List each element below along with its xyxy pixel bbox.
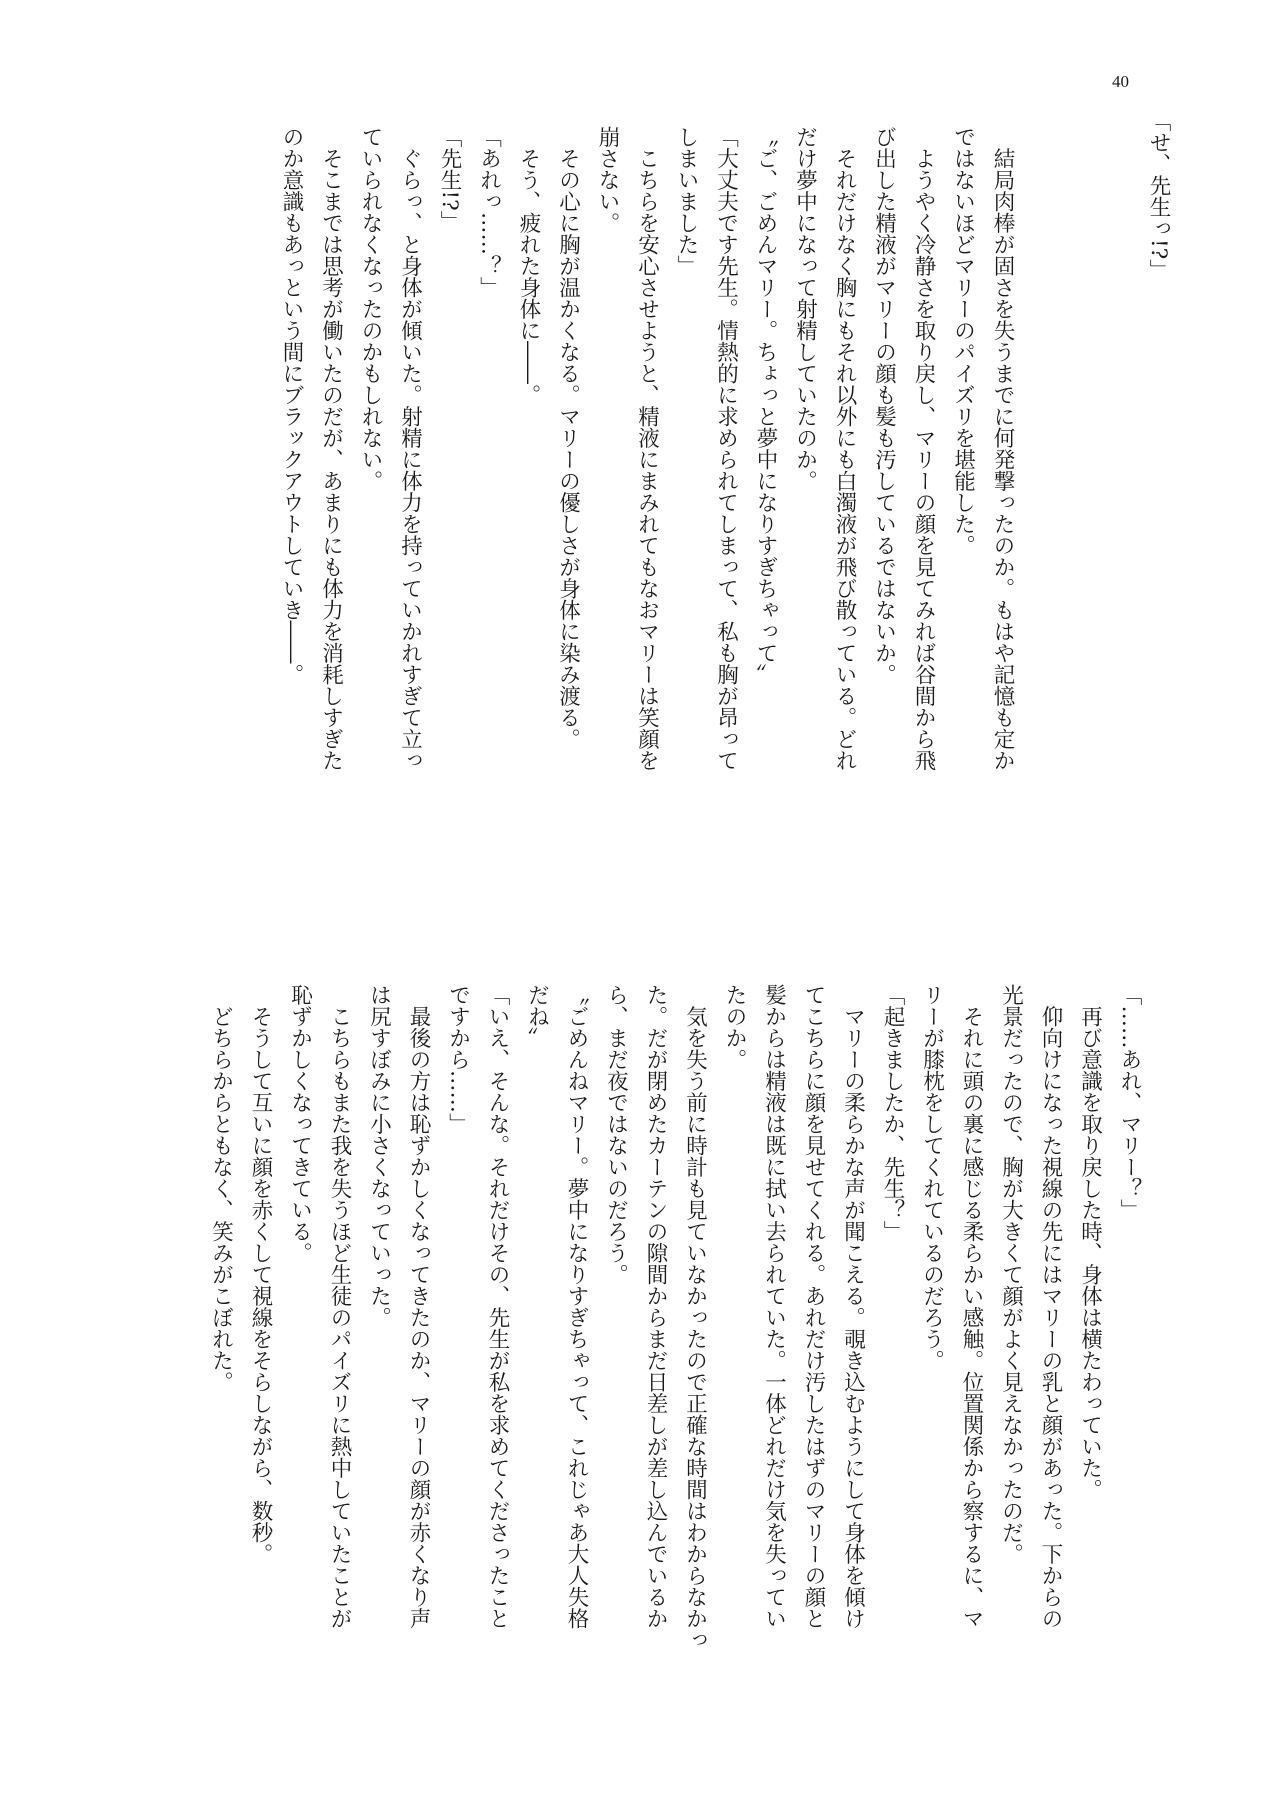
text-column: どちらからともなく、笑みがこぼれた。 <box>208 984 234 1393</box>
text-column: マリーの柔らかな声が聞こえる。覗き込むようにして身体を傾け <box>840 984 866 1629</box>
text-column: その心に胸が温かくなる。マリーの優しさが身体に染み渡る。 <box>555 126 581 750</box>
text-column: 「せ、先生っ!?」 <box>1146 110 1171 281</box>
text-column: ら、まだ夜ではないのだろう。 <box>603 984 629 1285</box>
page-number: 40 <box>1112 72 1129 91</box>
text-column: 〝ごめんねマリー。夢中になりすぎちゃって、これじゃあ大人失格 <box>564 984 589 1629</box>
text-column: リーが膝枕をしてくれているのだろう。 <box>919 984 945 1371</box>
text-column: 〝ご、ごめんマリー。ちょっと夢中になりすぎちゃって〟 <box>753 126 778 685</box>
text-column: 気を失う前に時計も見ていなかったので正確な時間はわからなかっ <box>682 984 708 1651</box>
text-column: 「大丈夫です先生。情熱的に求められてしまって、私も胸が昂って <box>713 126 739 771</box>
text-column: ぐらっ、と身体が傾いた。射精に体力を持っていかれすぎて立っ <box>397 126 423 771</box>
text-column: 仰向けになった視線の先にはマリーの乳と顔があった。下からの <box>1038 984 1063 1629</box>
text-column: 「いえ、そんな。それだけその、先生が私を求めてくださったこと <box>485 984 510 1629</box>
text-column: 最後の方は恥ずかしくなってきたのか、マリーの顔が赤くなり声 <box>406 984 431 1629</box>
text-column: のか意識もあっという間にブラックアウトしていき――。 <box>279 126 304 685</box>
text-column: それだけなく胸にもそれ以外にも白濁液が飛び散っている。どれ <box>832 126 857 771</box>
opening-dialogue <box>1139 110 1178 760</box>
text-column: しまいました」 <box>674 126 699 277</box>
lower-text-block <box>201 984 1149 1651</box>
text-column: た。だが閉めたカーテンの隙間からまだ日差しが差し込んでいるか <box>643 984 668 1629</box>
text-column: は尻すぼみに小さくなっていった。 <box>366 984 392 1328</box>
text-column: 「起きましたか、先生？」 <box>880 984 905 1242</box>
text-column: たのか。 <box>722 984 747 1070</box>
text-column: こちらもまた我を失うほど生徒のパイズリに熱中していたことが <box>327 984 352 1629</box>
text-column: だね〟 <box>524 984 550 1049</box>
text-column: び出した精液がマリーの顔も髪も汚しているではないか。 <box>871 126 897 685</box>
text-column: 光景だったので、胸が大きくて顔がよく見えなかったのだ。 <box>998 984 1024 1565</box>
text-column: 「先生!?」 <box>437 126 462 233</box>
text-column: それに頭の裏に感じる柔らかい感触。位置関係から察するに、マ <box>959 984 984 1629</box>
text-column: ではないほどマリーのパイズリを堪能した。 <box>950 126 976 556</box>
text-column: 髪からは精液は既に拭い去られていた。一体どれだけ気を失ってい <box>761 984 787 1629</box>
text-column: ていられなくなったのかもしれない。 <box>358 126 383 492</box>
text-column: そう、疲れた身体に――。 <box>516 126 541 406</box>
upper-text-block <box>272 126 1023 776</box>
text-column: 再び意識を取り戻した時、身体は横たわっていた。 <box>1077 984 1103 1500</box>
text-column: 「あれっ……？」 <box>476 126 502 298</box>
text-column: てこちらに顔を見せてくれる。あれだけ汚したはずのマリーの顔と <box>801 984 826 1629</box>
text-column: ようやく冷静さを取り戻し、マリーの顔を見てみれば谷間から飛 <box>911 126 936 771</box>
text-column: だけ夢中になって射精していたのか。 <box>792 126 818 492</box>
text-column: ですから……」 <box>445 984 471 1135</box>
text-column: 「……あれ、マリー？」 <box>1117 984 1142 1221</box>
text-column: そこまでは思考が働いたのだが、あまりにも体力を消耗しすぎた <box>318 126 344 771</box>
text-column: 結局肉棒が固さを失うまでに何発撃ったのか。もはや記憶も定か <box>990 126 1015 771</box>
text-column: そうして互いに顔を赤くして視線をそらしながら、数秒。 <box>248 984 273 1565</box>
text-column: 崩さない。 <box>595 126 620 234</box>
text-column: 恥ずかしくなってきている。 <box>287 984 313 1264</box>
text-column: こちらを安心させようと、精液にまみれてもなおマリーは笑顔を <box>634 126 660 771</box>
